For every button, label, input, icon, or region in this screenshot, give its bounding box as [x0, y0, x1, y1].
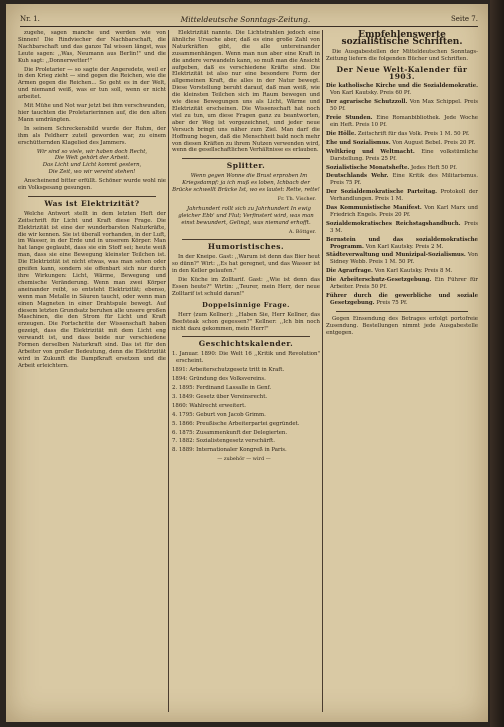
book-entry: [326, 131, 478, 138]
splitter-verse: Jahrhundert rollt sich zu Jahrhundert In ewig gleicher Ebb' und Flut; Verfinstert wird, was man einst bewundert, Gelingt, was niemand erhofft.: [178, 205, 314, 226]
book-title: Der Sozialdemokratische Parteitag.: [326, 189, 437, 196]
book-list: [326, 83, 478, 306]
poem-line: Das Licht und Licht kommt gestern,: [42, 162, 142, 169]
book-entry: [326, 277, 478, 291]
column-right: [326, 30, 478, 712]
book-title: Die Arbeiterschutz-Gesetzgebung.: [326, 277, 432, 284]
calendar-entry: 7. 1882: Sozialistengesetz verschärft.: [172, 438, 275, 445]
splitter-title: Splitter.: [226, 161, 266, 171]
book-description: Von August Bebel. Preis 20 Pf.: [392, 139, 476, 146]
splitter-verse: Wenn gegen Wonne die Brust erproben Im Kriegsdampf: ja ich muß es loben, Ichbach der Brücke schwellt Brücke Ist, wo es lautet: Rette, rette!: [172, 173, 320, 194]
newspaper-title: Mitteldeutsche Sonntags-Zeitung.: [180, 14, 311, 24]
humor-item: In der Kneipe. Gast: ,,Warum ist denn das Bier heut so dünn?" Wirt: ,,Es hat geregnet, und das Wasser ist in den Keller gelaufen.": [172, 254, 320, 275]
book-entry: [326, 221, 478, 235]
book-description: Von Sidney Webb. Preis 1 M. 50 Pf.: [330, 252, 478, 266]
book-spine: [490, 0, 504, 727]
divider: [336, 311, 468, 312]
book-description: Eine Kritik des Militarismus. Preis 75 Pf.: [330, 173, 478, 187]
poem-line: Wir sind so viele, wir haben doch Recht,: [36, 148, 148, 155]
article-paragraph: Elektrizität nannte. Die Lichtstrahlen jedoch eine ähnliche Ursache aber, daß es eine große Zahl von Naturkräften gibt, die alle untereinander zusammenhängen. Wenn man nun aber eine Kraft in die andere verwandeln kann, so muß man die Ansicht aufgeben, daß es verschiedene Kräfte sind. Die Elektrizität ist also nur eine besondere Form der allgemeinen Kraft, die alles in der Natur bewegt. Diese Vorstellung beruht darauf, daß man weiß, wie die kleinsten Teilchen sich im Raum bewegen und wie diese Bewegungen uns als Licht, Wärme und Elektrizität erscheinen. Die Wissenschaft hat noch viel zu tun, um diese Fragen ganz zu beantworten, aber der Weg ist vorgezeichnet, und jeder neue Versuch bringt uns näher zum Ziel. Man darf die Hoffnung hegen, daß die Menschheit bald noch mehr von diesen Kräften zu ihrem Nutzen verwenden wird, wenn die gesellschaftlichen Verhältnisse es erlauben.: [172, 30, 320, 154]
poem-line: Die Zeit, wo wir vereint stehen!: [48, 169, 136, 176]
book-entry: [326, 293, 478, 307]
divider: [182, 158, 310, 159]
book-description: Preis 75 Pf.: [376, 299, 408, 306]
column-rule: [322, 30, 323, 712]
book-entry: [326, 237, 478, 251]
newspaper-page: [6, 4, 488, 722]
book-title: Bernstein und das sozialdemokratische Programm.: [326, 236, 478, 250]
book-title: Die katholische Kirche und die Sozialdemokratie.: [326, 83, 478, 90]
kalender-title: Der Neue Welt-Kalender für 1903.: [336, 64, 468, 81]
calendar-entry: 1860: Wahlrecht erweitert.: [172, 402, 246, 409]
divider: [182, 336, 310, 337]
book-description: Zeitschrift für das Volk. Preis 1 M. 50 Pf.: [357, 130, 470, 137]
page-header: [20, 12, 478, 27]
book-title: Freie Stunden.: [326, 115, 373, 122]
book-description: Von Karl Kautsky. Preis 8 M.: [374, 268, 453, 275]
calendar-entry: 8. 1889: Internationaler Kongreß in Paris.: [172, 447, 287, 454]
book-entry: [326, 205, 478, 219]
book-title: Weltkrieg und Weltmacht.: [326, 148, 415, 155]
story-paragraph: In seinem Schreckensbild wurde der Ruhm, der ihm als Feldherr zuteil geworden war, zu einem erschütternden Klagelied des Jammers.: [18, 125, 166, 146]
calendar-entry: 1891: Arbeiterschutzgesetz tritt in Kraft.: [172, 367, 285, 374]
books-closing: Gegen Einsendung des Betrages erfolgt portofreie Zusendung. Bestellungen nimmt jede Ausgabestelle entgegen.: [326, 315, 478, 336]
story-paragraph: Die Proletarier — so sagte der Angeredete, weil er in den Krieg zieht — sind gegen die Reichen, wie die Armen gegen die Reichen... So geht es in der Welt, und niemand weiß, was er tun soll, wenn er nicht arbeitet.: [18, 66, 166, 101]
calendar-entry: 2. 1895: Ferdinand Lassalle in Genf.: [172, 384, 272, 391]
divider: [28, 196, 156, 197]
book-title: Die Hölle.: [326, 130, 357, 137]
book-entry: [326, 252, 478, 266]
books-intro: Die Ausgabestellen der Mitteldeutschen Sonntags-Zeitung liefern die folgenden Bücher und Schriften.: [326, 48, 478, 62]
column-rule: [168, 30, 169, 712]
book-description: Preis 3 M.: [330, 220, 478, 234]
splitter-signature: A. Böttger.: [288, 228, 316, 235]
book-description: Von Max Schippel. Preis 50 Pf.: [330, 99, 478, 113]
book-description: Eine Romanbibliothek. Jede Woche ein Heft. Preis 10 Pf.: [330, 115, 478, 128]
book-entry: [326, 140, 478, 147]
poem: [18, 149, 166, 177]
book-entry: [326, 165, 478, 172]
book-description: Protokoll der Verhandlungen. Preis 1 M.: [330, 189, 478, 203]
book-title: Das Kommunistische Manifest.: [326, 205, 422, 212]
book-entry: [326, 173, 478, 187]
column-footer: — zubehör — wird —: [217, 456, 271, 463]
divider: [182, 239, 310, 240]
calendar-entry: 5. 1866: Preußische Arbeiterpartei gegründet.: [172, 420, 300, 427]
book-title: Ehe und Sozialismus.: [326, 139, 391, 146]
book-title: Sozialistische Monatshefte.: [326, 164, 410, 171]
book-title: Der agrarische Schutzzoll.: [326, 99, 408, 106]
book-title: Deutschlands Wehr.: [326, 173, 389, 180]
book-description: Von Karl Kautsky. Preis 60 Pf.: [330, 90, 412, 97]
calendar-list: [172, 351, 320, 454]
book-description: Eine volkstümliche Darstellung. Preis 25 Pf.: [330, 148, 478, 162]
poem-line: Die Welt gehört der Arbeit.: [54, 155, 130, 162]
book-entry: [326, 149, 478, 163]
story-paragraph: Mit Mühe und Not war jetzt bei ihm verschwunden, hier tauchten die Proletarierinnen auf, die den alten Mann umdrängten.: [18, 103, 166, 123]
calendar-entry: 1894: Gründung des Volksvereins.: [172, 376, 266, 383]
book-entry: [326, 189, 478, 203]
book-description: Jedes Heft 50 Pf.: [410, 164, 457, 171]
book-description: Von Karl Kautsky. Preis 2 M.: [365, 243, 444, 250]
splitter-signature: Fr. Th. Vischer.: [277, 195, 316, 202]
humor-item: Die Küche im Zolltarif. Gast: ,,Wie ist denn das Essen heute?" Wirtin: ,,Teurer, mein Herr, der neue Zolltarif ist schuld daran!": [172, 277, 320, 297]
books-title: Empfehlenswerte sozialistische Schriften.: [341, 30, 463, 47]
article-title: Was ist Elektrizität?: [44, 198, 140, 208]
page-number: Seite 7.: [450, 15, 478, 23]
book-description: Ein Führer für Arbeiter. Preis 50 Pf.: [330, 277, 478, 291]
book-entry: [326, 268, 478, 275]
column-left: [18, 30, 166, 712]
book-title: Führer durch die gewerbliche und soziale Gesetzgebung.: [326, 293, 478, 306]
book-entry: [326, 99, 478, 113]
calendar-entry: 1. Januar. 1890: Die Welt 16 ,,Kritik und Revolution" erscheint.: [172, 351, 320, 365]
humor-subtitle: Doppelsinnige Frage.: [202, 300, 290, 309]
book-title: Sozialdemokratisches Reichstagshandbuch.: [326, 220, 461, 227]
calendar-title: Geschichtskalender.: [198, 339, 294, 349]
calendar-entry: 4. 1795: Geburt von Jacob Grimm.: [172, 411, 266, 418]
story-paragraph: zugehe, sagen manche und werden wie von Sinnen! Die Rindviecher der Nachbarschaft, die Nachbarschaft und das ganze Tal wissen längst, was Leute sagen: ,,Was, Neumann aus Berlin!" und die Kuh sagt: ,,Donnerwetter!": [18, 30, 166, 64]
humor-item: Herr (zum Kellner): ,,Haben Sie, Herr Kellner, das Beefsteak schon gegessen?" Kellner: ,,Ich bin noch nicht dazu gekommen, mein Herr!": [172, 311, 320, 332]
calendar-entry: 3. 1849: Gesetz über Vereinsrecht.: [172, 393, 268, 400]
article-paragraph: Welche Antwort stellt in dem letzten Heft der Zeitschrift für Licht und Kraft diese Frage. Die Elektrizität ist eine der wunderbarsten Naturkräfte, die wir kennen. Sie ist überall vorhanden, in der Luft, im Wasser, in der Erde und in unserem Körper. Man hat lange geglaubt, dass sie ein Stoff sei; heute weiß man, dass sie eine Bewegung kleinster Teilchen ist. Die Elektrizität ist nicht etwas, was man sehen oder greifen kann, sondern sie offenbart sich nur durch ihre Wirkungen: Licht, Wärme, Bewegung und chemische Veränderung. Wenn man zwei Körper aneinander reibt, so entsteht Elektrizität; ebenso, wenn man Metalle in Säuren taucht, oder wenn man einen Magneten in einer Drahtspule bewegt. Auf diesem letzten Grundsatz beruhen alle unsere großen Maschinen, die den Strom für Licht und Kraft erzeugen. Die Fortschritte der Wissenschaft haben gezeigt, dass die Elektrizität mit dem Licht eng verwandt ist, und dass beide nur verschiedene Formen derselben Naturkraft sind. Das ist für den Arbeiter von großer Bedeutung, denn die Elektrizität wird in Zukunft die Dampfkraft ersetzen und die Arbeit erleichtern.: [18, 210, 166, 369]
issue-number: Nr. 1.: [20, 15, 40, 23]
book-title: Städteverwaltung und Munizipal-Sozialismus.: [326, 252, 466, 259]
book-title: Die Agrarfrage.: [326, 268, 373, 275]
book-entry: [326, 115, 478, 129]
humor-title: Humoristisches.: [207, 242, 285, 252]
book-description: Von Karl Marx und Friedrich Engels. Preis 20 Pf.: [330, 205, 478, 218]
column-middle: [172, 30, 320, 712]
calendar-entry: 6. 1875: Zusammenkunft der Delegierten.: [172, 429, 288, 436]
story-paragraph: Anscheinend bitter erfüllt. Schöner wurde wohl nie ein Volksgesang gesungen.: [18, 178, 166, 192]
book-entry: [326, 83, 478, 97]
